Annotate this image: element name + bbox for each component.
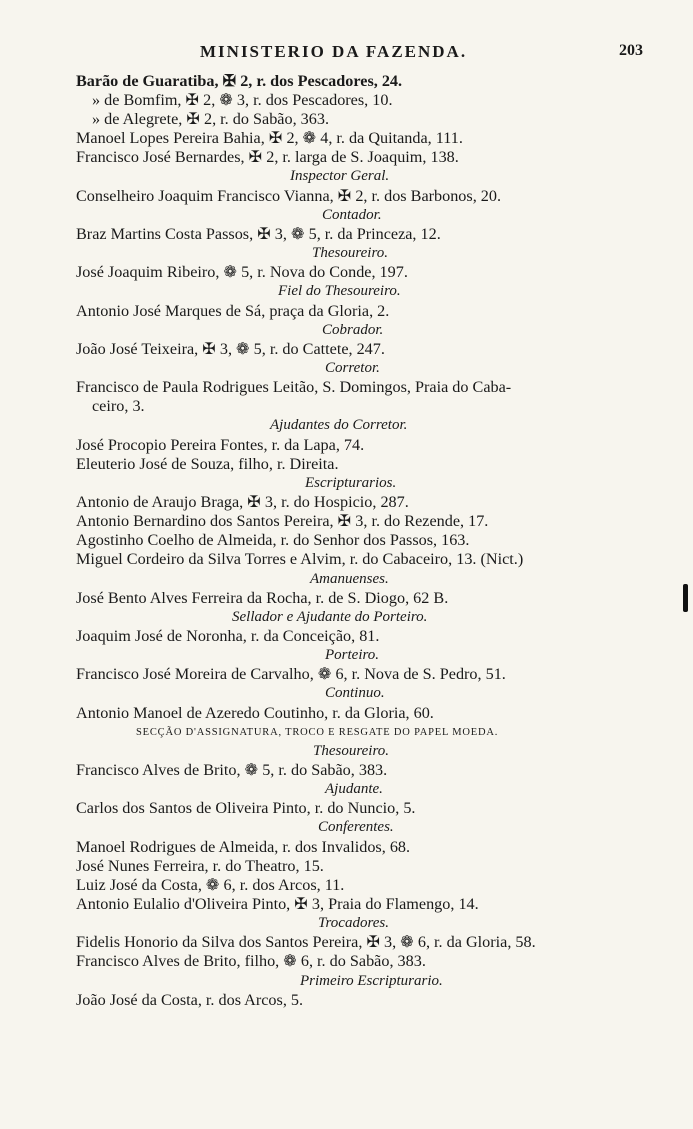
entry-line: José Nunes Ferreira, r. do Theatro, 15. bbox=[76, 857, 324, 875]
entry-line: Francisco de Paula Rodrigues Leitão, S. Domingos, Praia do Caba- bbox=[76, 378, 512, 396]
entry-line: Eleuterio José de Souza, filho, r. Direita. bbox=[76, 455, 339, 473]
entry-line: Joaquim José de Noronha, r. da Conceição, 81. bbox=[76, 627, 380, 645]
entry-line: » de Alegrete, ✠ 2, r. do Sabão, 363. bbox=[92, 110, 329, 128]
entry-line: Francisco Alves de Brito, ❁ 5, r. do Sabão, 383. bbox=[76, 761, 388, 779]
running-title: MINISTERIO DA FAZENDA. bbox=[200, 42, 468, 61]
page-number: 203 bbox=[619, 42, 643, 59]
section-title: SECÇÃO D'ASSIGNATURA, TROCO E RESGATE DO PAPEL MOEDA. bbox=[136, 727, 499, 738]
entry-line: Conselheiro Joaquim Francisco Vianna, ✠ 2, r. dos Barbonos, 20. bbox=[76, 187, 502, 205]
entry-line: José Joaquim Ribeiro, ❁ 5, r. Nova do Conde, 197. bbox=[76, 263, 408, 281]
entry-line: Agostinho Coelho de Almeida, r. do Senhor dos Passos, 163. bbox=[76, 531, 470, 549]
section-heading: Ajudantes do Corretor. bbox=[270, 417, 408, 433]
entry-line: Antonio de Araujo Braga, ✠ 3, r. do Hospicio, 287. bbox=[76, 493, 409, 511]
section-heading: Cobrador. bbox=[322, 322, 384, 338]
entry-line: Fidelis Honorio da Silva dos Santos Pereira, ✠ 3, ❁ 6, r. da Gloria, 58. bbox=[76, 933, 536, 951]
section-heading: Sellador e Ajudante do Porteiro. bbox=[232, 609, 428, 625]
entry-line: Miguel Cordeiro da Silva Torres e Alvim, r. do Cabaceiro, 13. (Nict.) bbox=[76, 550, 524, 568]
section-heading: Thesoureiro. bbox=[313, 743, 389, 759]
entry-line: ceiro, 3. bbox=[92, 397, 145, 415]
section-heading: Corretor. bbox=[325, 360, 380, 376]
entry-line: Manoel Rodrigues de Almeida, r. dos Invalidos, 68. bbox=[76, 838, 411, 856]
entry-line: João José da Costa, r. dos Arcos, 5. bbox=[76, 991, 304, 1009]
section-heading: Contador. bbox=[322, 207, 382, 223]
entry-line: José Bento Alves Ferreira da Rocha, r. de S. Diogo, 62 B. bbox=[76, 589, 449, 607]
entry-line: Antonio Bernardino dos Santos Pereira, ✠ 3, r. do Rezende, 17. bbox=[76, 512, 489, 530]
entry-line: Francisco José Moreira de Carvalho, ❁ 6, r. Nova de S. Pedro, 51. bbox=[76, 665, 506, 683]
entry-line: » de Bomfim, ✠ 2, ❁ 3, r. dos Pescadores, 10. bbox=[92, 91, 393, 109]
section-heading: Escripturarios. bbox=[305, 475, 397, 491]
entry-line: Manoel Lopes Pereira Bahia, ✠ 2, ❁ 4, r. da Quitanda, 111. bbox=[76, 129, 463, 147]
entry-line: Braz Martins Costa Passos, ✠ 3, ❁ 5, r. da Princeza, 12. bbox=[76, 225, 441, 243]
section-heading: Amanuenses. bbox=[310, 571, 389, 587]
section-heading: Ajudante. bbox=[325, 781, 383, 797]
page-header bbox=[0, 42, 693, 66]
entry-line: Antonio Manoel de Azeredo Coutinho, r. da Gloria, 60. bbox=[76, 704, 434, 722]
section-heading: Porteiro. bbox=[325, 647, 380, 663]
entry-line: Antonio José Marques de Sá, praça da Gloria, 2. bbox=[76, 302, 390, 320]
section-heading: Fiel do Thesoureiro. bbox=[278, 283, 401, 299]
section-heading: Conferentes. bbox=[318, 819, 394, 835]
section-heading: Thesoureiro. bbox=[312, 245, 388, 261]
section-heading: Continuo. bbox=[325, 685, 385, 701]
entry-line: Luiz José da Costa, ❁ 6, r. dos Arcos, 11. bbox=[76, 876, 345, 894]
section-heading: Inspector Geral. bbox=[290, 168, 390, 184]
entry-line: Barão de Guaratiba, ✠ 2, r. dos Pescadores, 24. bbox=[76, 72, 403, 90]
entry-line: Carlos dos Santos de Oliveira Pinto, r. do Nuncio, 5. bbox=[76, 799, 416, 817]
entry-line: Francisco José Bernardes, ✠ 2, r. larga de S. Joaquim, 138. bbox=[76, 148, 459, 166]
entry-line: José Procopio Pereira Fontes, r. da Lapa, 74. bbox=[76, 436, 365, 454]
entry-line: Antonio Eulalio d'Oliveira Pinto, ✠ 3, Praia do Flamengo, 14. bbox=[76, 895, 479, 913]
entry-line: Francisco Alves de Brito, filho, ❁ 6, r. do Sabão, 383. bbox=[76, 952, 426, 970]
section-heading: Primeiro Escripturario. bbox=[300, 973, 443, 989]
section-heading: Trocadores. bbox=[318, 915, 389, 931]
page-edge-mark bbox=[683, 584, 688, 612]
entry-line: João José Teixeira, ✠ 3, ❁ 5, r. do Cattete, 247. bbox=[76, 340, 385, 358]
